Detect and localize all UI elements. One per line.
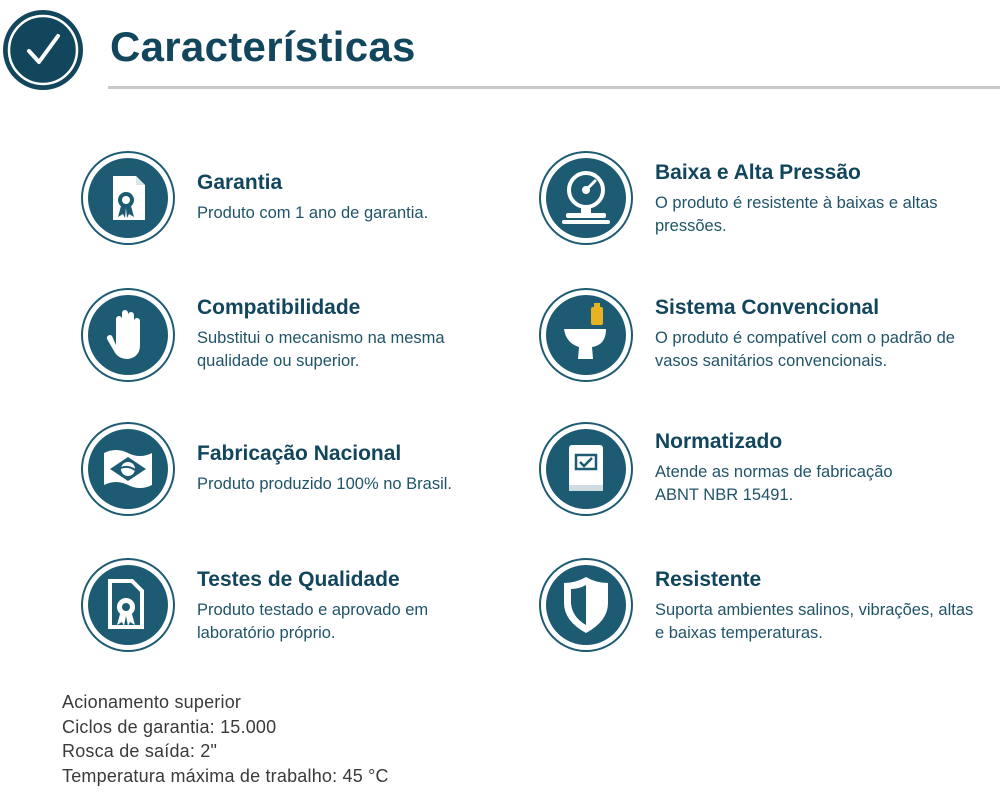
header-divider [108,86,1000,89]
spec-line: Rosca de saída: 2" [62,741,218,761]
standards-book-icon [538,421,634,517]
feature-title: Garantia [197,171,283,194]
feature-title: Fabricação Nacional [197,442,402,465]
feature-fabricacao-nacional [80,421,520,521]
feature-title: Testes de Qualidade [197,568,400,591]
toilet-icon [538,287,634,383]
feature-garantia [80,150,520,250]
feature-normatizado [538,421,978,521]
feature-description: Substitui o mecanismo na mesma qualidade ou superior. [197,329,445,370]
feature-sistema-convencional [538,287,978,387]
spec-line: Temperatura máxima de trabalho: 45 °C [62,765,389,786]
brazil-flag-icon [80,421,176,517]
feature-title: Resistente [655,568,762,591]
pressure-gauge-icon [538,150,634,246]
specs-list [62,690,562,788]
section-header [0,0,1000,100]
feature-testes-qualidade [80,557,520,657]
feature-resistente [538,557,978,657]
feature-description: Atende as normas de fabricação ABNT NBR 15491. [655,463,893,504]
feature-title: Normatizado [655,430,783,453]
page-title: Características [110,23,416,70]
spec-line: Ciclos de garantia: 15.000 [62,716,277,737]
feature-title: Compatibilidade [197,296,361,319]
feature-title: Sistema Convencional [655,296,880,319]
checkmark-icon [2,9,84,91]
feature-description: Produto testado e aprovado em laboratório próprio. [197,601,429,642]
feature-description: Produto produzido 100% no Brasil. [197,475,452,493]
feature-description: O produto é resistente à baixas e altas pressões. [655,194,938,235]
hand-icon [80,287,176,383]
shield-icon [538,557,634,653]
certificate-icon [80,150,176,246]
feature-description: Suporta ambientes salinos, vibrações, altas e baixas temperaturas. [655,601,974,642]
feature-pressao [538,150,978,250]
feature-description: O produto é compatível com o padrão de vasos sanitários convencionais. [655,329,955,370]
feature-compatibilidade [80,287,520,387]
spec-line: Acionamento superior [62,692,242,712]
quality-document-icon [80,557,176,653]
feature-description: Produto com 1 ano de garantia. [197,204,429,222]
feature-title: Baixa e Alta Pressão [655,161,861,184]
